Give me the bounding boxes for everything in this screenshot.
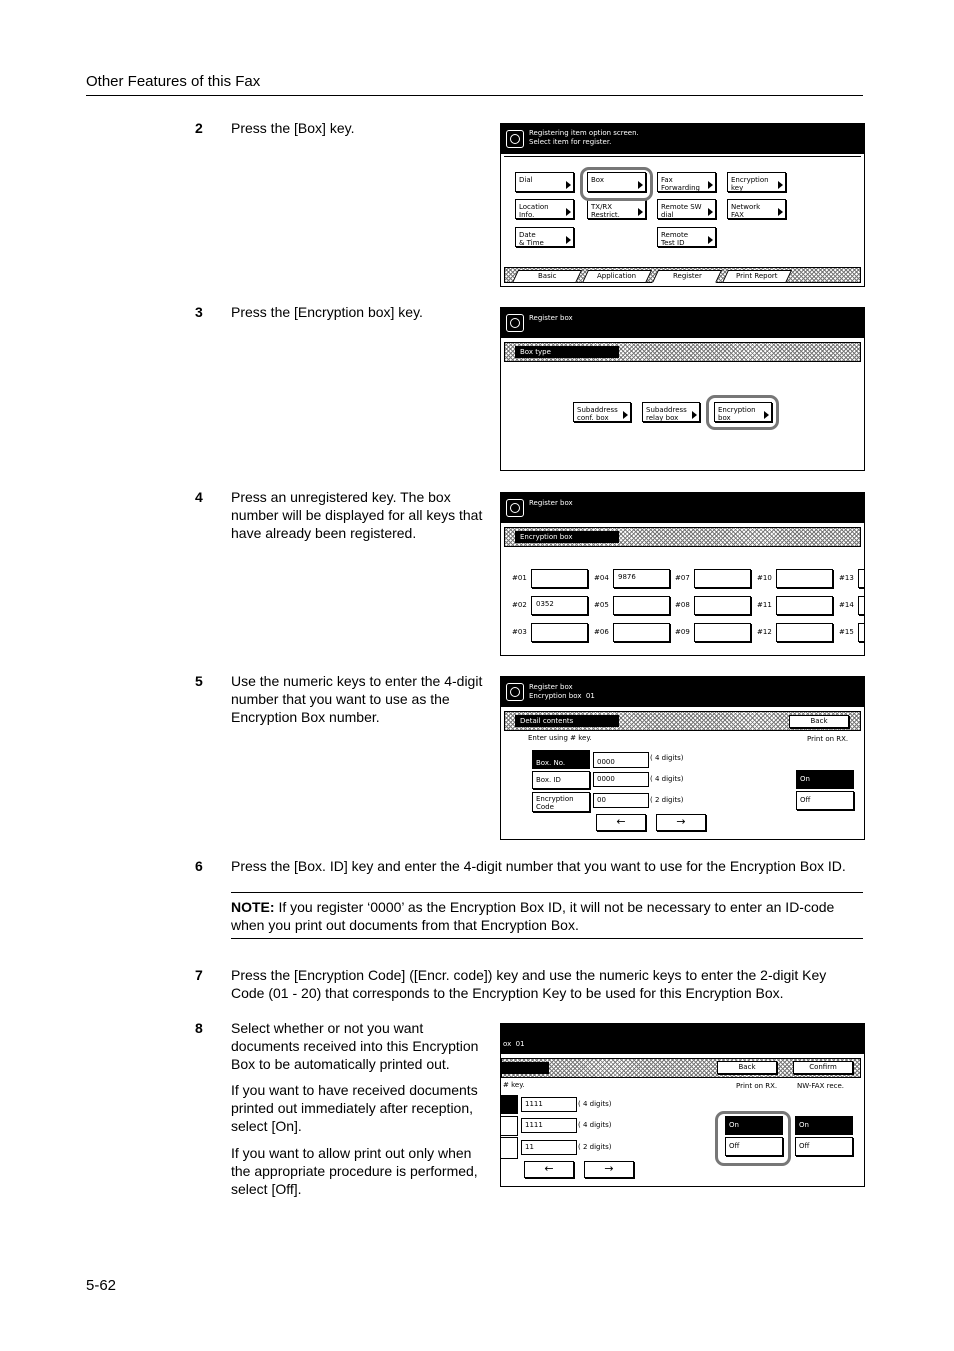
- digits-hint: ( 2 digits): [650, 796, 684, 804]
- step-5-text: Use the numeric keys to enter the 4-digit number that you want to use as the Encryption Box number.: [231, 673, 483, 725]
- tab-strip: [504, 267, 861, 283]
- note-text: If you register ‘0000’ as the Encryption Box ID, it will not be necessary to enter an ID-code when you print out documents from that Encryption Box.: [231, 899, 835, 933]
- screen-title: Register box: [529, 314, 573, 322]
- print-on-rx-label: Print on RX.: [807, 735, 849, 743]
- box-id-field[interactable]: 1111: [521, 1118, 577, 1133]
- left-arrow-button[interactable]: ←: [524, 1161, 574, 1178]
- highlight-ring: [706, 395, 779, 430]
- box-label: #12: [757, 628, 772, 636]
- box-key[interactable]: [776, 623, 833, 642]
- section-bar-label: Detail contents: [515, 715, 619, 727]
- box-label: #11: [757, 601, 772, 609]
- step-2-text: Press the [Box] key.: [231, 120, 355, 136]
- box-label: #07: [675, 574, 690, 582]
- digits-hint: ( 4 digits): [650, 775, 684, 783]
- box-label: #10: [757, 574, 772, 582]
- screen-detail-contents: [500, 676, 865, 840]
- digits-hint: ( 4 digits): [578, 1100, 612, 1108]
- step-8-number: 8: [195, 1020, 203, 1036]
- box-label: #02: [512, 601, 527, 609]
- copier-icon: [506, 130, 524, 148]
- key-dial[interactable]: Dial: [515, 172, 574, 192]
- box-id-key[interactable]: Box. ID: [532, 771, 590, 789]
- box-no-field[interactable]: 1111: [521, 1097, 577, 1112]
- screen-encryption-box-list: [500, 492, 865, 656]
- box-key[interactable]: [858, 596, 865, 615]
- step-2-number: 2: [195, 120, 203, 136]
- box-id-field[interactable]: 0000: [593, 772, 649, 787]
- box-label: #09: [675, 628, 690, 636]
- box-no-field[interactable]: 0000: [593, 752, 649, 768]
- key-subaddress-relay-box[interactable]: Subaddress relay box: [642, 402, 700, 422]
- step-7-text: Press the [Encryption Code] ([Encr. code]) key and use the numeric keys to enter the 2-digit Key Code (01 - 20) that corresponds to the Encryption Key to be used for this Encryption Box.: [231, 967, 827, 1001]
- key-txrx-restrict[interactable]: TX/RX Restrict.: [587, 199, 646, 219]
- entry-hint: # key.: [503, 1081, 525, 1089]
- digits-hint: ( 4 digits): [578, 1121, 612, 1129]
- key-date-time[interactable]: Date & Time: [515, 227, 574, 247]
- header-rule: [86, 95, 863, 96]
- note-bottom-rule: [231, 938, 863, 939]
- digits-hint: ( 4 digits): [650, 754, 684, 762]
- key-encryption-box[interactable]: Encryption box: [714, 402, 772, 422]
- box-label: #04: [594, 574, 609, 582]
- box-label: #15: [839, 628, 854, 636]
- digits-hint: ( 2 digits): [578, 1143, 612, 1151]
- nw-fax-on-button[interactable]: On: [795, 1116, 853, 1135]
- back-button[interactable]: Back: [789, 715, 849, 728]
- screen-title: ox 01: [503, 1040, 525, 1048]
- box-key[interactable]: [694, 623, 751, 642]
- print-off-button[interactable]: Off: [796, 791, 854, 810]
- tab-application[interactable]: Application: [582, 270, 652, 283]
- box-key[interactable]: [858, 569, 865, 588]
- box-key[interactable]: [694, 596, 751, 615]
- step-8-paragraph-2: If you want to have received documents printed out immediately after reception, select [On].: [231, 1082, 478, 1134]
- screen-title-bar: [501, 124, 864, 154]
- nw-fax-rece-label: NW-FAX rece.: [797, 1082, 845, 1090]
- note-top-rule: [231, 892, 863, 893]
- key-remote-test-id[interactable]: Remote Test ID: [657, 227, 716, 247]
- back-button[interactable]: Back: [717, 1061, 777, 1074]
- step-5-number: 5: [195, 673, 203, 689]
- nw-fax-off-button[interactable]: Off: [795, 1137, 853, 1156]
- tab-basic[interactable]: Basic: [512, 270, 582, 283]
- print-off-button[interactable]: Off: [725, 1137, 783, 1156]
- box-key[interactable]: [858, 623, 865, 642]
- box-label: #13: [839, 574, 854, 582]
- box-key[interactable]: [694, 569, 751, 588]
- right-arrow-button[interactable]: →: [656, 814, 706, 831]
- box-id-key[interactable]: [501, 1116, 518, 1136]
- running-header: Other Features of this Fax: [86, 73, 261, 90]
- encryption-code-key[interactable]: [501, 1137, 518, 1159]
- box-no-key[interactable]: Box. No.: [532, 750, 590, 769]
- step-8-paragraph-3: If you want to allow print out only when the appropriate procedure is performed, select [Off].: [231, 1145, 478, 1197]
- highlight-ring: [715, 1111, 791, 1166]
- tab-register[interactable]: Register: [652, 270, 722, 283]
- note-label: NOTE:: [231, 899, 275, 915]
- box-key[interactable]: [776, 569, 833, 588]
- screen-title: Register box: [529, 499, 573, 507]
- note: [231, 898, 863, 934]
- screen-title-bar: [501, 308, 864, 338]
- screen-print-settings: [500, 1023, 865, 1187]
- step-4-text: Press an unregistered key. The box number will be displayed for all keys that have already been registered.: [231, 489, 483, 541]
- box-key[interactable]: 9876: [613, 569, 670, 588]
- key-location-info[interactable]: Location Info.: [515, 199, 574, 219]
- left-arrow-button[interactable]: ←: [596, 814, 646, 831]
- highlight-ring: [580, 167, 653, 201]
- box-key[interactable]: 0352: [531, 596, 588, 615]
- screen-box-type: [500, 307, 865, 471]
- encryption-code-field[interactable]: 00: [593, 793, 649, 808]
- step-3-number: 3: [195, 304, 203, 320]
- step-4-number: 4: [195, 489, 203, 505]
- right-arrow-button[interactable]: →: [584, 1161, 634, 1178]
- box-key[interactable]: [613, 596, 670, 615]
- screen-title-bar: [501, 493, 864, 523]
- confirm-button[interactable]: Confirm: [793, 1061, 853, 1074]
- screen-register-options: [500, 123, 865, 287]
- box-key[interactable]: [613, 623, 670, 642]
- box-label: #05: [594, 601, 609, 609]
- key-remote-sw-dial[interactable]: Remote SW dial: [657, 199, 716, 219]
- encryption-code-field[interactable]: 11: [521, 1140, 577, 1155]
- box-label: #01: [512, 574, 527, 582]
- key-encryption-key[interactable]: Encryption key: [727, 172, 786, 192]
- print-on-button[interactable]: On: [796, 770, 854, 789]
- box-key[interactable]: [776, 596, 833, 615]
- key-fax-forwarding[interactable]: Fax Forwarding: [657, 172, 716, 192]
- key-subaddress-conf-box[interactable]: Subaddress conf. box: [573, 402, 631, 422]
- entry-hint: Enter using # key.: [528, 734, 592, 742]
- step-3-text: Press the [Encryption box] key.: [231, 304, 423, 320]
- screen-title-bar: [501, 1024, 864, 1054]
- key-network-fax[interactable]: Network FAX: [727, 199, 786, 219]
- step-8-paragraph-1: Select whether or not you want documents received into this Encryption Box to be automatically printed out.: [231, 1020, 479, 1072]
- screen-title: Register box Encryption box 01: [529, 683, 595, 700]
- box-label: #03: [512, 628, 527, 636]
- section-bar: [504, 342, 861, 362]
- box-no-key[interactable]: [501, 1095, 518, 1114]
- section-bar-label: [502, 1062, 549, 1074]
- section-bar-label: Box type: [515, 346, 619, 358]
- box-key[interactable]: [531, 623, 588, 642]
- section-bar-label: Encryption box: [515, 531, 619, 543]
- step-6-text: Press the [Box. ID] key and enter the 4-digit number that you want to use for the Encryption Box ID.: [231, 858, 846, 874]
- screen-title: Registering item option screen. Select item for register.: [529, 129, 639, 146]
- box-label: #14: [839, 601, 854, 609]
- page-number: 5-62: [86, 1277, 117, 1294]
- section-bar: [504, 527, 861, 547]
- print-on-button[interactable]: On: [725, 1116, 783, 1135]
- tab-print-report[interactable]: Print Report: [722, 270, 792, 283]
- copier-icon: [506, 314, 524, 332]
- box-label: #06: [594, 628, 609, 636]
- encryption-code-key[interactable]: Encryption Code: [532, 792, 590, 812]
- box-key[interactable]: [531, 569, 588, 588]
- screen-title-bar: [501, 677, 864, 707]
- print-on-rx-label: Print on RX.: [736, 1082, 778, 1090]
- step-7-number: 7: [195, 967, 203, 983]
- box-label: #08: [675, 601, 690, 609]
- step-6-number: 6: [195, 858, 203, 874]
- copier-icon: [506, 499, 524, 517]
- key-box[interactable]: Box: [587, 172, 646, 192]
- copier-icon: [506, 683, 524, 701]
